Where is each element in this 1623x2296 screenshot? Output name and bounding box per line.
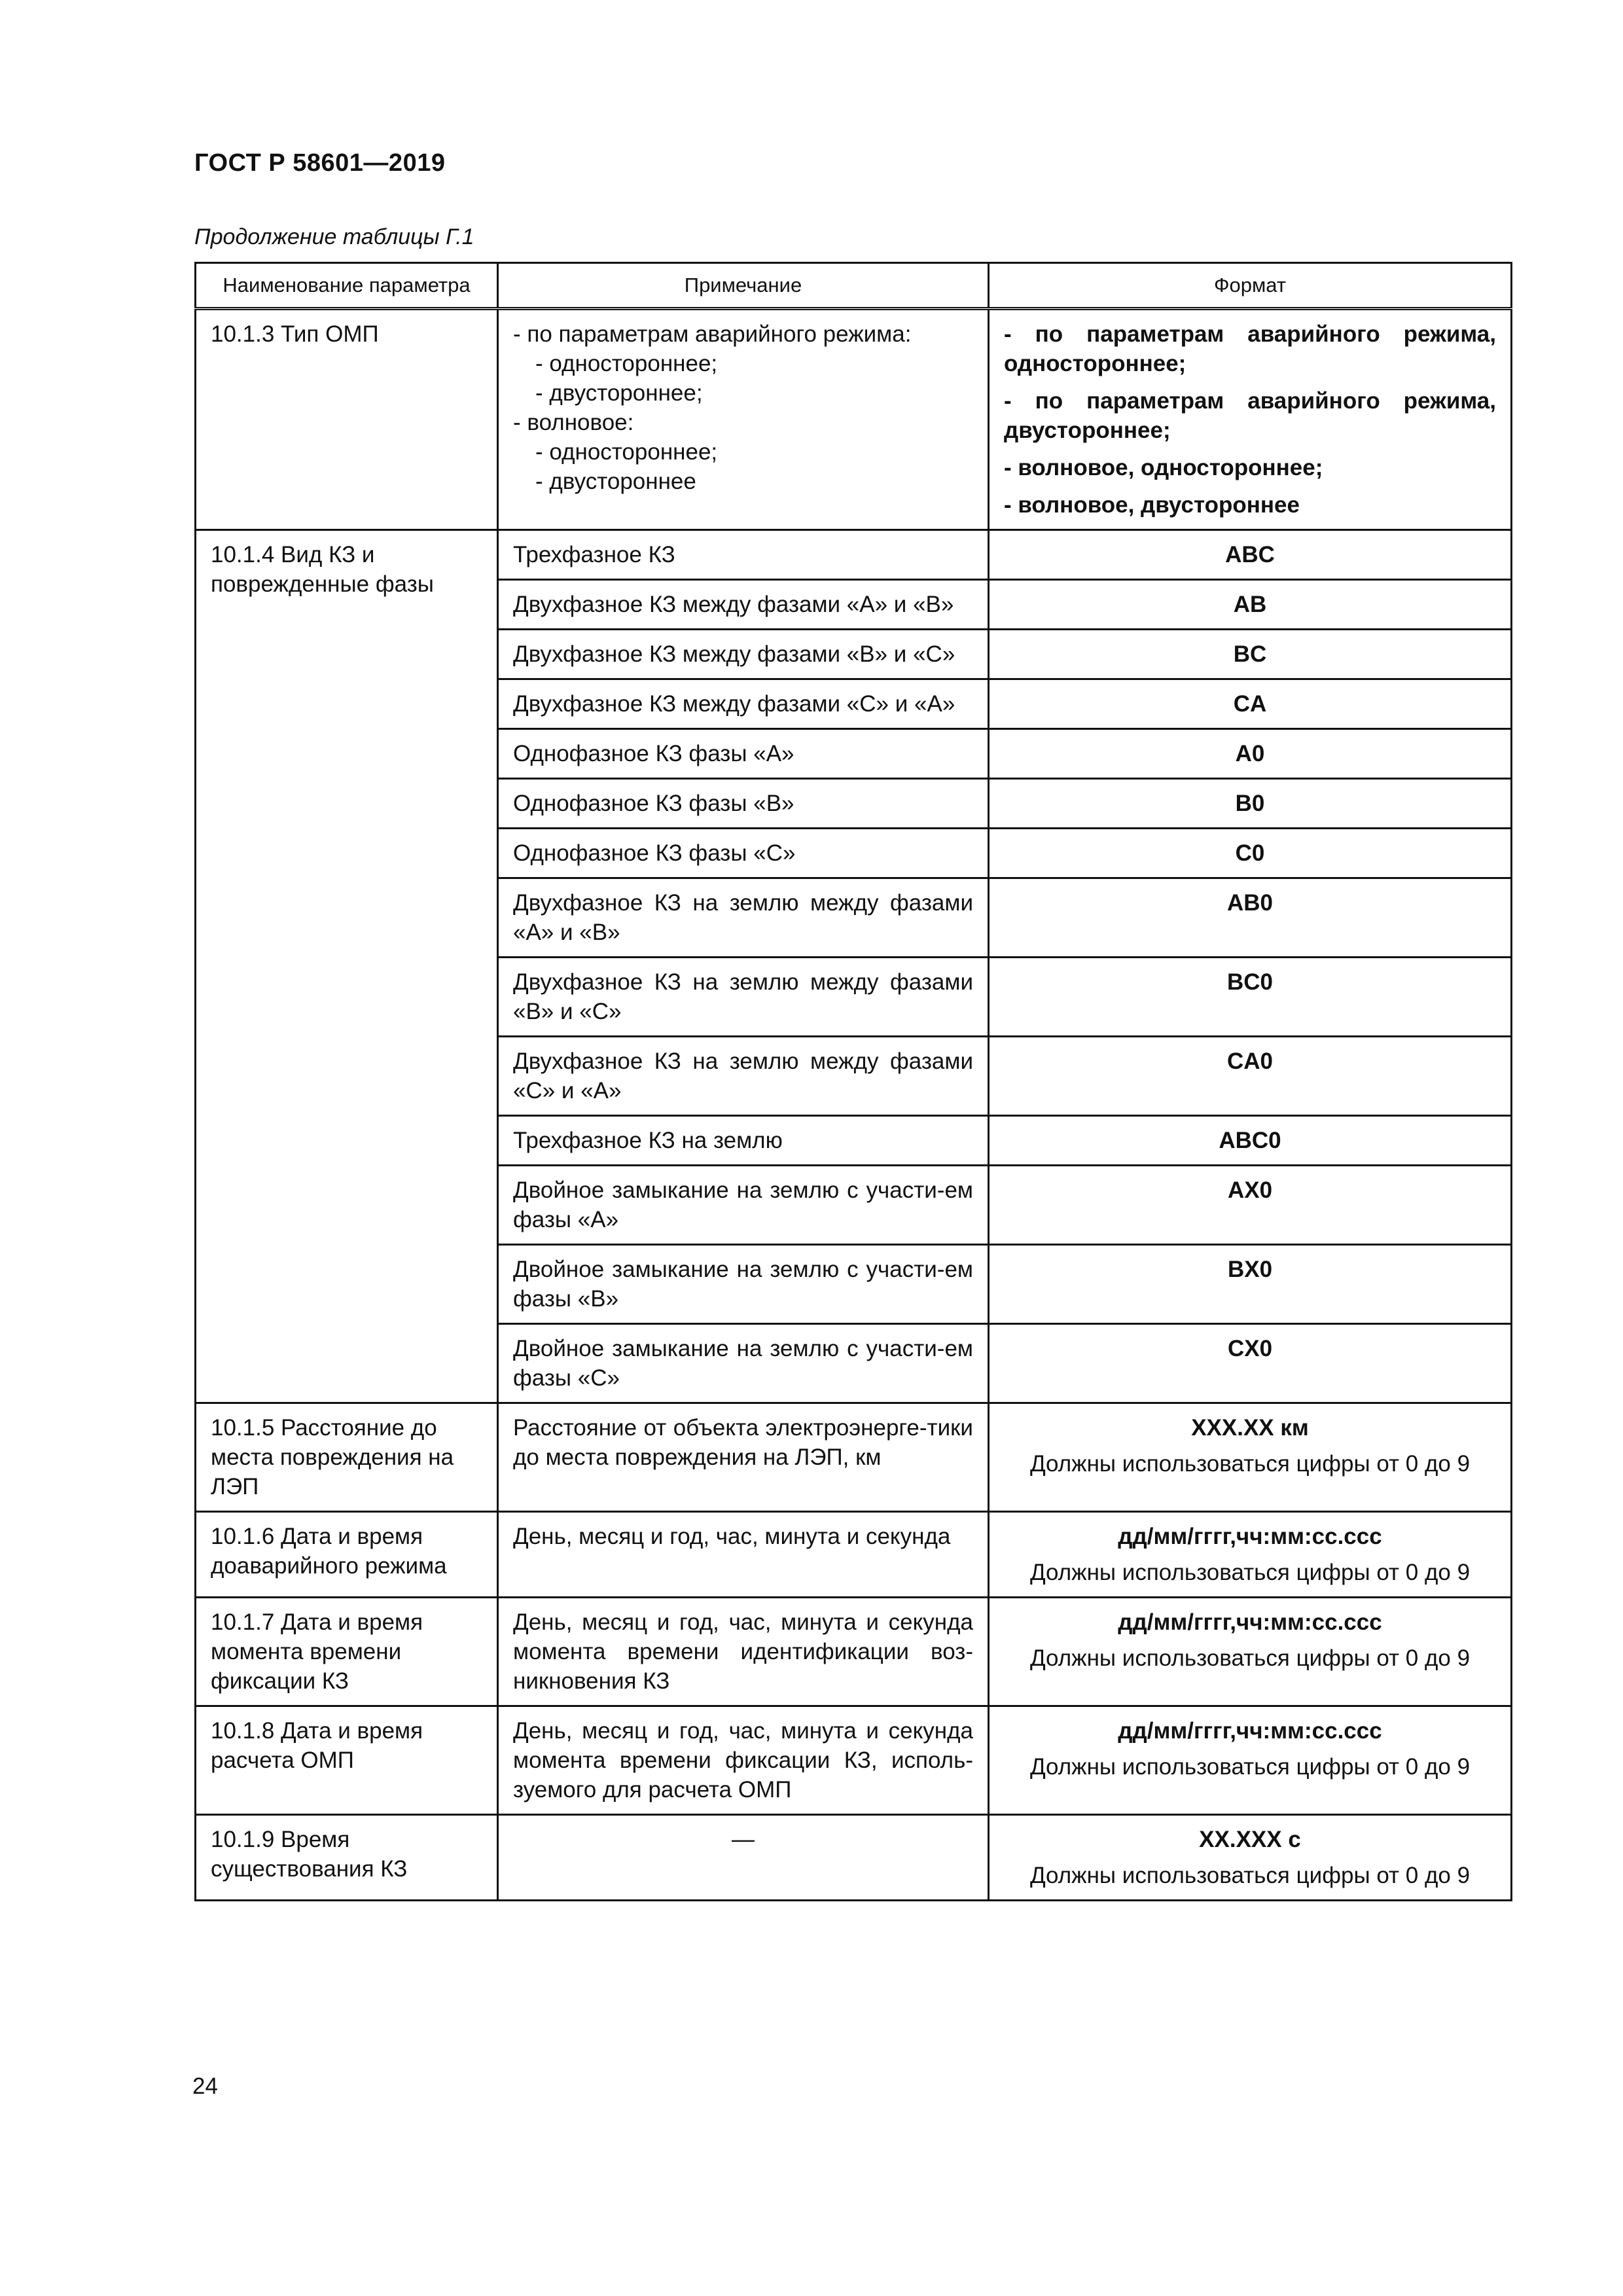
table-row — [196, 309, 1512, 530]
note-cell: День, месяц и год, час, минута и секунда — [498, 1512, 989, 1598]
note-cell: Двухфазное КЗ на землю между фазами «В» и «С» — [498, 958, 989, 1037]
format-cell — [989, 1815, 1512, 1901]
list-item: - по параметрам аварийного режима: — [513, 321, 912, 347]
parameter-cell: 10.1.4 Вид КЗ и поврежденные фазы — [196, 530, 498, 1403]
note-cell: Двухфазное КЗ между фазами «В» и «С» — [498, 630, 989, 679]
note-cell: Двухфазное КЗ на землю между фазами «С» и «А» — [498, 1037, 989, 1116]
note-cell: Двухфазное КЗ между фазами «А» и «В» — [498, 580, 989, 630]
parameter-cell: 10.1.7 Дата и время момента времени фиксации КЗ — [196, 1598, 498, 1706]
format-cell — [989, 1598, 1512, 1706]
table-row — [196, 1706, 1512, 1815]
note-cell: — — [498, 1815, 989, 1901]
table-row — [196, 1815, 1512, 1901]
format-cell: BC — [989, 630, 1512, 679]
format-value: дд/мм/гггг,чч:мм:сс.ссс — [1118, 1609, 1382, 1635]
table-row — [196, 1403, 1512, 1512]
format-note: Должны использоваться цифры от 0 до 9 — [1029, 1451, 1471, 1477]
note-cell: День, месяц и год, час, минута и секунда момента времени фиксации КЗ, исполь-зуемого для расчета ОМП — [498, 1706, 989, 1815]
format-cell — [989, 1706, 1512, 1815]
format-cell — [989, 1512, 1512, 1598]
table-header-row — [196, 263, 1512, 309]
format-cell — [989, 309, 1512, 530]
note-cell: Двойное замыкание на землю с участи-ем фазы «В» — [498, 1245, 989, 1324]
note-cell: Трехфазное КЗ на землю — [498, 1116, 989, 1166]
format-cell: CX0 — [989, 1324, 1512, 1403]
format-cell: B0 — [989, 779, 1512, 829]
format-note: Должны использоваться цифры от 0 до 9 — [1029, 1863, 1471, 1888]
format-cell: AB — [989, 580, 1512, 630]
note-cell — [498, 309, 989, 530]
note-cell: Двухфазное КЗ на землю между фазами «А» и «В» — [498, 878, 989, 958]
parameter-cell: 10.1.6 Дата и время доаварийного режима — [196, 1512, 498, 1598]
list-item: - одностороннее; — [535, 439, 718, 465]
format-cell: CA0 — [989, 1037, 1512, 1116]
parameters-table — [194, 262, 1512, 1901]
note-cell: Однофазное КЗ фазы «В» — [498, 779, 989, 829]
note-cell: День, месяц и год, час, минута и секунда момента времени идентификации воз-никновения КЗ — [498, 1598, 989, 1706]
format-cell: BX0 — [989, 1245, 1512, 1324]
format-value: дд/мм/гггг,чч:мм:сс.ссс — [1118, 1718, 1382, 1744]
format-note: Должны использоваться цифры от 0 до 9 — [1029, 1645, 1471, 1671]
note-cell: Двойное замыкание на землю с участи-ем фазы «А» — [498, 1166, 989, 1245]
format-value: дд/мм/гггг,чч:мм:сс.ссс — [1118, 1524, 1382, 1549]
format-cell: ABC0 — [989, 1116, 1512, 1166]
parameter-cell: 10.1.8 Дата и время расчета ОМП — [196, 1706, 498, 1815]
format-cell: ABC — [989, 530, 1512, 580]
parameter-cell: 10.1.3 Тип ОМП — [196, 309, 498, 530]
list-item: - волновое: — [513, 410, 634, 435]
list-item: - волновое, одностороннее; — [1004, 455, 1323, 480]
column-header-format: Формат — [989, 263, 1512, 309]
format-cell: BC0 — [989, 958, 1512, 1037]
format-cell: CA — [989, 679, 1512, 729]
note-cell: Расстояние от объекта электроэнерге-тики до места повреждения на ЛЭП, км — [498, 1403, 989, 1512]
table-caption: Продолжение таблицы Г.1 — [194, 224, 474, 249]
note-cell: Двухфазное КЗ между фазами «С» и «А» — [498, 679, 989, 729]
format-note: Должны использоваться цифры от 0 до 9 — [1029, 1754, 1471, 1780]
format-value: XX.XXX с — [1199, 1827, 1301, 1852]
format-note: Должны использоваться цифры от 0 до 9 — [1029, 1560, 1471, 1585]
list-item: - волновое, двустороннее — [1004, 492, 1300, 518]
page-number: 24 — [192, 2073, 218, 2099]
table-row — [196, 1598, 1512, 1706]
column-header-parameter: Наименование параметра — [196, 263, 498, 309]
parameter-cell: 10.1.9 Время существования КЗ — [196, 1815, 498, 1901]
format-cell: AB0 — [989, 878, 1512, 958]
note-cell: Однофазное КЗ фазы «С» — [498, 829, 989, 878]
column-header-note: Примечание — [498, 263, 989, 309]
format-cell: AX0 — [989, 1166, 1512, 1245]
note-cell: Двойное замыкание на землю с участи-ем фазы «С» — [498, 1324, 989, 1403]
table-row — [196, 530, 1512, 580]
format-value: XXX.XX км — [1191, 1415, 1309, 1441]
document-code: ГОСТ Р 58601—2019 — [194, 149, 446, 177]
note-cell: Однофазное КЗ фазы «А» — [498, 729, 989, 779]
format-cell — [989, 1403, 1512, 1512]
list-item: - по параметрам аварийного режима, двустороннее; — [1004, 388, 1496, 443]
table-row — [196, 1512, 1512, 1598]
parameter-cell: 10.1.5 Расстояние до места повреждения на ЛЭП — [196, 1403, 498, 1512]
list-item: - двустороннее — [535, 469, 696, 494]
format-cell: A0 — [989, 729, 1512, 779]
note-cell: Трехфазное КЗ — [498, 530, 989, 580]
list-item: - по параметрам аварийного режима, одностороннее; — [1004, 321, 1496, 376]
format-cell: C0 — [989, 829, 1512, 878]
list-item: - одностороннее; — [535, 351, 718, 376]
list-item: - двустороннее; — [535, 380, 703, 406]
